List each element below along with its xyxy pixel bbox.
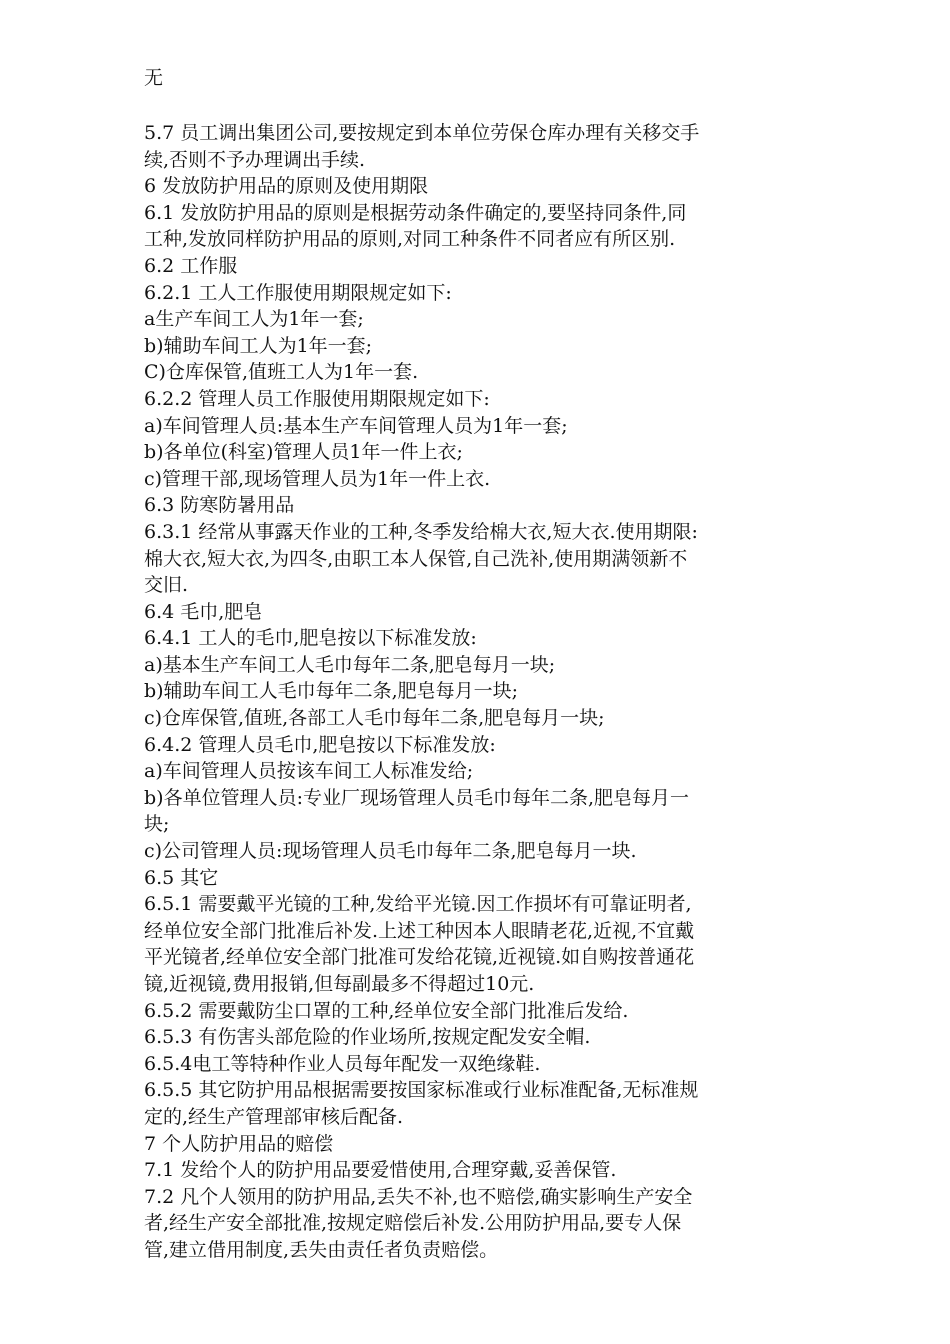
text-line: 续,否则不予办理调出手续. xyxy=(144,148,366,171)
text-line: 块; xyxy=(144,813,170,836)
text-line: 6.3 防寒防暑用品 xyxy=(144,494,295,517)
text-line: 6.4 毛巾,肥皂 xyxy=(144,600,263,623)
text-line: a)基本生产车间工人毛巾每年二条,肥皂每月一块; xyxy=(144,653,556,676)
text-line: 6.5.1 需要戴平光镜的工种,发给平光镜.因工作损坏有可靠证明者, xyxy=(144,893,692,916)
text-line: a生产车间工人为1年一套; xyxy=(144,308,364,331)
text-line: 6.5.2 需要戴防尘口罩的工种,经单位安全部门批准后发给. xyxy=(144,999,629,1022)
text-line: 6.5.4电工等特种作业人员每年配发一双绝缘鞋. xyxy=(144,1052,541,1075)
text-line: 交旧. xyxy=(144,574,189,597)
text-line: 7.2 凡个人领用的防护用品,丢失不补,也不赔偿,确实影响生产安全 xyxy=(144,1185,693,1208)
text-line: 平光镜者,经单位安全部门批准可发给花镜,近视镜.如自购按普通花 xyxy=(144,946,695,969)
text-line: 管,建立借用制度,丢失由责任者负责赔偿。 xyxy=(144,1238,499,1261)
text-line: 定的,经生产管理部审核后配备. xyxy=(144,1105,404,1128)
text-line: 6.5 其它 xyxy=(144,866,219,889)
text-line: 6.3.1 经常从事露天作业的工种,冬季发给棉大衣,短大衣.使用期限: xyxy=(144,520,698,543)
text-line: 6.2.1 工人工作服使用期限规定如下: xyxy=(144,281,452,304)
text-line: 7.1 发给个人的防护用品要爱惜使用,合理穿戴,妥善保管. xyxy=(144,1159,617,1182)
text-line: c)公司管理人员:现场管理人员毛巾每年二条,肥皂每月一块. xyxy=(144,840,637,863)
text-line: 工种,发放同样防护用品的原则,对同工种条件不同者应有所区别. xyxy=(144,228,676,251)
text-line: 5.7 员工调出集团公司,要按规定到本单位劳保仓库办理有关移交手 xyxy=(144,122,700,144)
text-line: c)仓库保管,值班,各部工人毛巾每年二条,肥皂每月一块; xyxy=(144,707,605,730)
text-line: b)辅助车间工人为1年一套; xyxy=(144,334,373,357)
text-line: 6.2 工作服 xyxy=(144,254,238,277)
text-line: a)车间管理人员按该车间工人标准发给; xyxy=(144,760,474,783)
text-line: 6.4.1 工人的毛巾,肥皂按以下标准发放: xyxy=(144,627,477,650)
text-line: 棉大衣,短大衣,为四冬,由职工本人保管,自己洗补,使用期满领新不 xyxy=(144,547,688,570)
text-line: 者,经生产安全部批准,按规定赔偿后补发.公用防护用品,要专人保 xyxy=(144,1212,682,1235)
text-line: c)管理干部,现场管理人员为1年一件上衣. xyxy=(144,467,491,490)
text-line: b)辅助车间工人毛巾每年二条,肥皂每月一块; xyxy=(144,680,519,703)
text-line: 6.5.5 其它防护用品根据需要按国家标准或行业标准配备,无标准规 xyxy=(144,1079,699,1102)
text-line: C)仓库保管,值班工人为1年一套. xyxy=(144,361,419,384)
text-line: 6 发放防护用品的原则及使用期限 xyxy=(144,175,429,198)
text-line: 6.5.3 有伤害头部危险的作业场所,按规定配发安全帽. xyxy=(144,1026,591,1049)
text-line: 7 个人防护用品的赔偿 xyxy=(144,1132,334,1155)
text-line: 经单位安全部门批准后补发.上述工种因本人眼睛老花,近视,不宜戴 xyxy=(144,919,695,942)
document-body xyxy=(144,120,824,1264)
text-line: a)车间管理人员:基本生产车间管理人员为1年一套; xyxy=(144,414,568,437)
text-line: 镜,近视镜,费用报销,但每副最多不得超过10元. xyxy=(144,973,535,995)
text-line: 6.4.2 管理人员毛巾,肥皂按以下标准发放: xyxy=(144,733,496,756)
text-line: b)各单位管理人员:专业厂现场管理人员毛巾每年二条,肥皂每月一 xyxy=(144,786,690,809)
page-header: 无 xyxy=(144,67,164,89)
text-line: 6.2.2 管理人员工作服使用期限规定如下: xyxy=(144,387,490,410)
text-line: 6.1 发放防护用品的原则是根据劳动条件确定的,要坚持同条件,同 xyxy=(144,201,687,224)
text-line: b)各单位(科室)管理人员1年一件上衣; xyxy=(144,441,463,464)
